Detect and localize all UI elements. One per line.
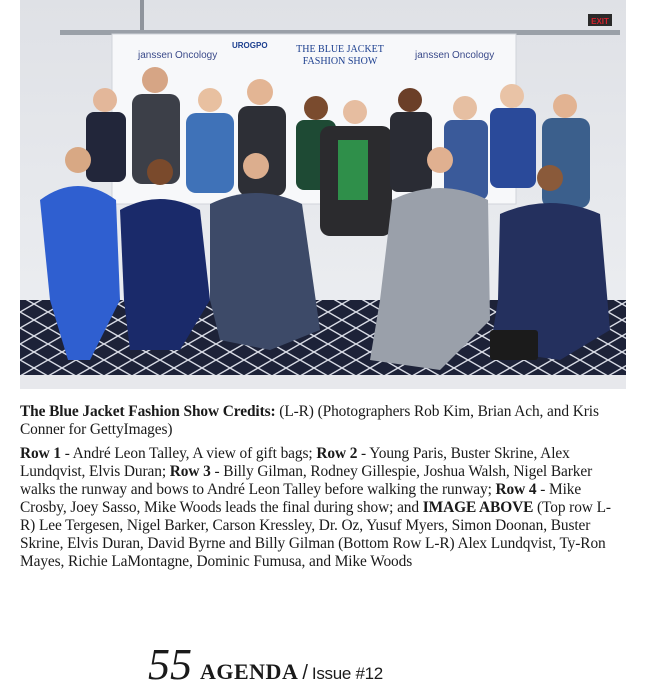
gift-bag [490, 330, 538, 360]
page-footer [148, 640, 383, 690]
footer-separator: / [302, 662, 308, 684]
image-above-label: IMAGE ABOVE [422, 499, 534, 516]
rows-paragraph [20, 445, 626, 571]
photo-caption [20, 403, 626, 577]
group-photo [20, 0, 626, 389]
exit-sign-text: EXIT [591, 17, 609, 26]
row1-text: - André Leon Talley, A view of gift bags; [60, 445, 317, 462]
credits-text: (L-R) (Photographers Rob Kim, Brian Ach, and Kris Conner for GettyImages) [20, 403, 599, 438]
banner-title-line2: FASHION SHOW [302, 56, 378, 67]
credits-paragraph [20, 403, 626, 439]
magazine-name: AGENDA [200, 659, 299, 684]
page-number: 55 [148, 640, 192, 689]
banner-logo-uro: UROGPO [232, 41, 268, 50]
row4-label: Row 4 [495, 481, 537, 498]
row1-label: Row 1 [20, 445, 61, 462]
issue-number: Issue #12 [311, 664, 383, 683]
banner-title-line1: THE BLUE JACKET [296, 44, 384, 55]
svg-text:janssen: janssen [415, 50, 450, 61]
row2-label: Row 2 [316, 445, 358, 462]
credits-label: The Blue Jacket Fashion Show Credits: [20, 403, 276, 420]
row3-label: Row 3 [169, 463, 211, 480]
image-above-text: (Top row L-R) Lee Tergesen, Nigel Barker, Carson Kressley, Dr. Oz, Yusuf Myers, Simon Doonan, Buster Skrine, Elvis Duran, David Byrne and Billy Gilman (Bottom Row L-R) Alex Lundqvist, Ty-Ron Mayes, Richie LaMontagne, Dominic Fumusa, and Mike Woods [20, 499, 611, 570]
row2-text: - Young Paris, Buster Skrine, Alex Lundqvist, Elvis Duran; [20, 445, 570, 480]
row4-text: - Mike Crosby, Joey Sasso, Mike Woods leads the final during show; and [20, 481, 582, 516]
banner-logo-oncology: Oncology [175, 50, 218, 61]
group-photo-illustration [20, 0, 626, 389]
row3-text: - Billy Gilman, Rodney Gillespie, Joshua Walsh, Nigel Barker walks the runway and bows to André Leon Talley before walking the runway; [20, 463, 593, 498]
banner-logo-janssen: janssen [138, 50, 173, 61]
svg-text:Oncology: Oncology [452, 50, 495, 61]
